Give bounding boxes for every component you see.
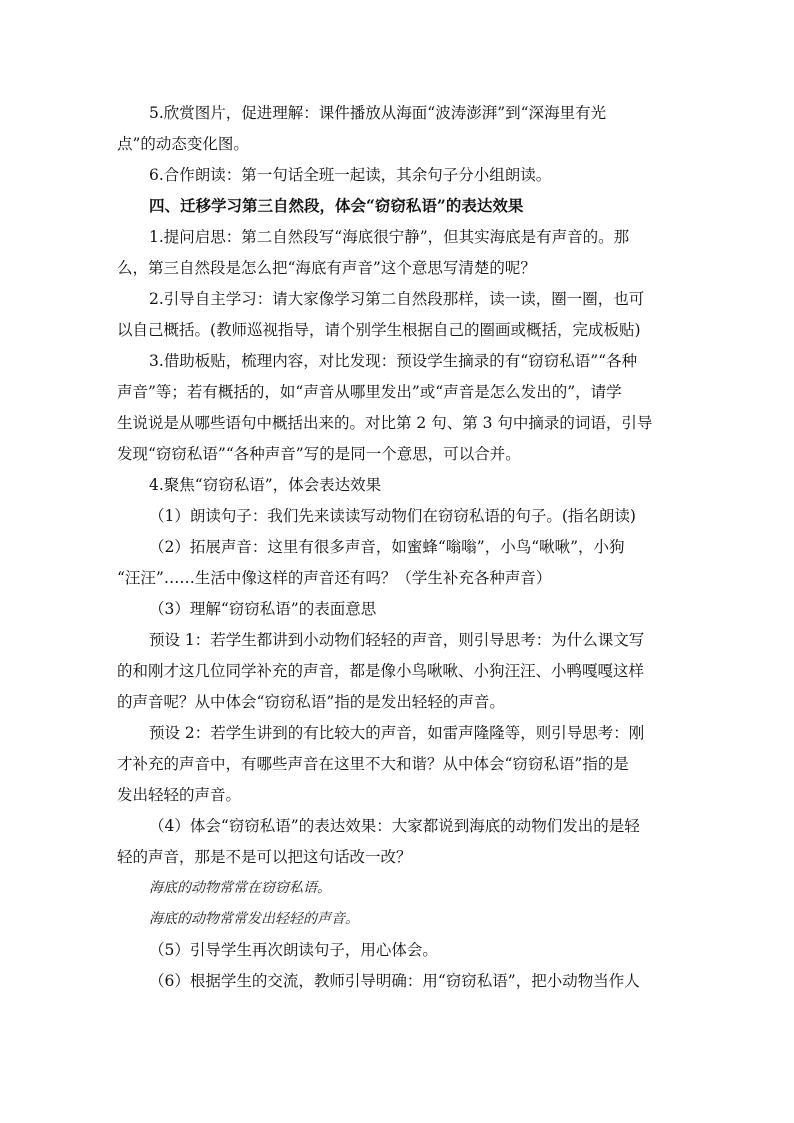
text-line-25: 轻的声音，那是不是可以把这句话改一改？ [117,848,412,866]
text-line-22: 才补充的声音中，有哪些声音在这里不大和谐？从中体会“窃窃私语”指的是 [117,755,629,773]
text-line-23: 发出轻轻的声音。 [117,786,242,804]
text-line-3: 6.合作朗读：第一句话全班一起读，其余句子分小组朗读。 [149,166,552,184]
text-line-6: 么，第三自然段是怎么把“海底有声音”这个意思写清楚的呢？ [117,259,536,277]
section-heading: 四、迁移学习第三自然段，体会“窃窃私语”的表达效果 [149,196,524,215]
text-line-16: “汪汪”……生活中像这样的声音还有吗？（学生补充各种声音） [117,569,552,587]
text-line-2: 点”的动态变化图。 [117,135,249,153]
text-line-18: 预设 1：若学生都讲到小动物们轻轻的声音，则引导思考：为什么课文写 [149,631,645,649]
text-line-21: 预设 2：若学生讲到的有比较大的声音，如雷声隆隆等，则引导思考：刚 [149,724,645,742]
text-line-7: 2.引导自主学习：请大家像学习第二自然段那样，读一读，圈一圈，也可 [149,290,645,308]
text-line-15: （2）拓展声音：这里有很多声音，如蜜蜂“嗡嗡”，小鸟“啾啾”，小狗 [149,538,625,556]
text-line-10: 声音”等；若有概括的，如“声音从哪里发出”或“声音是怎么发出的”，请学 [117,383,622,401]
text-line-19: 的和刚才这几位同学补充的声音，都是像小鸟啾啾、小狗汪汪、小鸭嘎嘎这样 [117,662,645,680]
text-line-8: 以自己概括。(教师巡视指导，请个别学生根据自己的圈画或概括，完成板贴) [117,321,641,339]
text-line-1: 5.欣赏图片，促进理解：课件播放从海面“波涛澎湃”到“深海里有光 [149,104,607,122]
text-line-20: 的声音呢？从中体会“窃窃私语”指的是发出轻轻的声音。 [117,693,505,711]
example-sentence-1: 海底的动物常常在窃窃私语。 [149,880,331,896]
text-line-28: （5）引导学生再次朗读句子，用心体会。 [149,941,438,959]
text-line-9: 3.借助板贴，梳理内容，对比发现：预设学生摘录的有“窃窃私语”“各种 [149,352,638,370]
text-line-11: 生说说是从哪些语句中概括出来的。对比第 2 句、第 3 句中摘录的词语，引导 [117,414,653,432]
example-sentence-2: 海底的动物常常发出轻轻的声音。 [149,911,359,927]
text-line-29: （6）根据学生的交流，教师引导明确：用“窃窃私语”，把小动物当作人 [149,972,640,990]
text-line-14: （1）朗读句子：我们先来读读写动物们在窃窃私语的句子。(指名朗读) [149,507,636,525]
text-line-24: （4）体会“窃窃私语”的表达效果：大家都说到海底的动物们发出的是轻 [149,817,640,835]
text-line-17: （3）理解“窃窃私语”的表面意思 [149,600,377,618]
text-line-13: 4.聚焦“窃窃私语”，体会表达效果 [149,476,382,494]
text-line-12: 发现“窃窃私语”“各种声音”写的是同一个意思，可以合并。 [117,445,521,463]
text-line-5: 1.提问启思：第二自然段写“海底很宁静”，但其实海底是有声音的。那 [149,228,630,246]
